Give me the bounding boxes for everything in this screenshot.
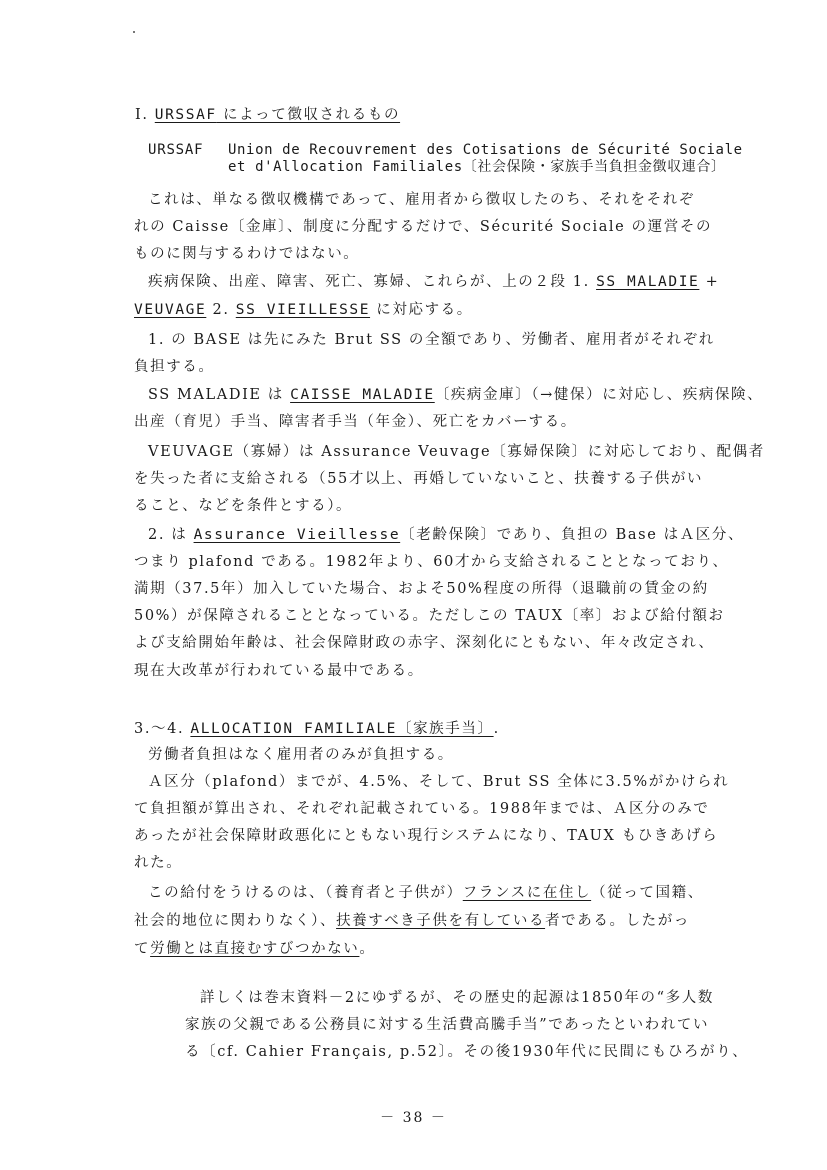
paragraph-line: 1. の BASE は先にみた Brut SS の全額であり、労働者、雇用者がそれぞれ xyxy=(148,332,715,348)
paragraph-line xyxy=(134,300,473,320)
paragraph-line: ること、などを条件とする）。 xyxy=(134,498,353,514)
text-run: この給付をうけるのは、（養育者と子供が） xyxy=(148,885,463,901)
text-run: + xyxy=(699,274,720,290)
section-heading-2 xyxy=(134,719,500,739)
text-run: 社会的地位に関わりなく）、 xyxy=(134,913,337,929)
paragraph-line xyxy=(134,911,690,931)
text-run: SS MALADIE は xyxy=(148,387,291,403)
paragraph-line: これは、単なる徴収機構であって、雇用者から徴収したのち、それをそれぞ xyxy=(148,192,695,208)
text-run: 〔老齢保険〕であり、負担の Base はＡ区分、 xyxy=(400,527,745,543)
paragraph-line: 負担する。 xyxy=(134,359,215,375)
paragraph-line: よび支給開始年齢は、社会保障財政の赤字、深刻化にともない、年々改定され、 xyxy=(134,635,715,651)
paragraph-line: Ａ区分（plafond）までが、4.5%、そして、Brut SS 全体に3.5%がかけられ xyxy=(148,774,730,790)
paragraph-line: を失った者に支給される（55才以上、再婚していないこと、扶養する子供がい xyxy=(134,471,704,487)
paragraph-line xyxy=(148,385,763,405)
paragraph-line: 出産（育児）手当、障害者手当（年金）、死亡をカバーする。 xyxy=(134,414,577,430)
paragraph-line: て負担額が算出され、それぞれ記載されている。1988年までは、Ａ区分のみで xyxy=(134,801,710,817)
assurance-vieillesse-term: Assurance Vieillesse xyxy=(193,527,401,543)
paragraph-line xyxy=(148,883,704,903)
paragraph-line: ものに関与するわけではない。 xyxy=(134,246,360,262)
caisse-maladie-term: CAISSE MALADIE xyxy=(290,387,435,403)
text-run: 〔疾病金庫〕（→健保）に対応し、疾病保険、 xyxy=(434,387,764,403)
paragraph-line: れた。 xyxy=(134,855,183,871)
text-run: に対応する。 xyxy=(370,302,473,318)
paragraph-line: あったが社会保障財政悪化にともない現行システムになり、TAUX もひきあげら xyxy=(134,828,719,844)
paragraph-line: つまり plafond である。1982年より、60才から支給されることとなっており、 xyxy=(134,554,729,570)
paragraph-line xyxy=(134,939,376,959)
text-run: （従って国籍、 xyxy=(591,885,704,901)
text-run: 疾病保険、出産、障害、死亡、寡婦、これらが、上の２段 1. xyxy=(148,274,597,290)
underlined-phrase: 扶養すべき子供を有している xyxy=(336,913,546,929)
urssaf-definition-line2 xyxy=(228,157,726,177)
section-title-rest: によって徴収されるもの xyxy=(216,107,401,123)
text-run: 2. xyxy=(206,302,236,318)
paragraph-line xyxy=(148,525,744,545)
urssaf-term: URSSAF xyxy=(154,107,217,123)
urssaf-definition-fr: et d'Allocation Familiales xyxy=(228,159,463,175)
page-number: － 38 － xyxy=(380,1110,447,1126)
paragraph-line: 家族の父親である公務員に対する生活費高騰手当”であったといわれてい xyxy=(185,1017,710,1033)
scan-speck xyxy=(133,31,135,33)
text-run: 2. は xyxy=(148,527,194,543)
urssaf-abbr: URSSAF xyxy=(148,142,204,158)
text-run: て xyxy=(134,941,151,957)
allocation-familiale-title: ALLOCATION FAMILIALE〔家族手当〕 xyxy=(190,721,494,737)
section-number: I. xyxy=(135,107,149,123)
paragraph-line: 詳しくは巻末資料－2にゆずるが、その歴史的起源は1850年の“多人数 xyxy=(200,990,714,1006)
underlined-phrase: フランスに在住し xyxy=(462,885,592,901)
paragraph-line: 現在大改革が行われている最中である。 xyxy=(134,663,424,679)
paragraph-line: VEUVAGE（寡婦）は Assurance Veuvage〔寡婦保険〕に対応しており、配偶者 xyxy=(148,444,765,460)
paragraph-line: 満期（37.5年）加入していた場合、およそ50%程度の所得（退職前の賃金の約 xyxy=(134,581,709,597)
veuvage-term: VEUVAGE xyxy=(134,302,207,318)
ss-maladie-term: SS MALADIE xyxy=(596,274,700,290)
paragraph-line: る〔cf. Cahier Français, p.52〕。その後1930年代に民間にもひろがり、 xyxy=(185,1044,749,1060)
urssaf-definition-line1: Union de Recouvrement des Cotisations de Sécurité Sociale xyxy=(228,142,743,158)
paragraph-line xyxy=(148,272,719,292)
paragraph-line: れの Caisse〔金庫〕、制度に分配するだけで、Sécurité Sociale の運営その xyxy=(134,219,713,235)
paragraph-line: 労働者負担はなく雇用者のみが負担する。 xyxy=(148,747,454,763)
underlined-phrase: 労働とは直接むすびつかない xyxy=(150,941,360,957)
text-run: . xyxy=(493,721,500,737)
ss-vieillesse-term: SS VIEILLESSE xyxy=(235,302,371,318)
paragraph-line: 50%）が保障されることとなっている。ただしこの TAUX〔率〕および給付額お xyxy=(134,608,725,624)
section-heading-1 xyxy=(135,105,400,125)
text-run: 者である。したがっ xyxy=(545,913,690,929)
text-run: 。 xyxy=(359,941,376,957)
section-number: 3.～4. xyxy=(134,721,191,737)
urssaf-definition-ja: 〔社会保険・家族手当負担金徴収連合〕 xyxy=(462,159,726,175)
